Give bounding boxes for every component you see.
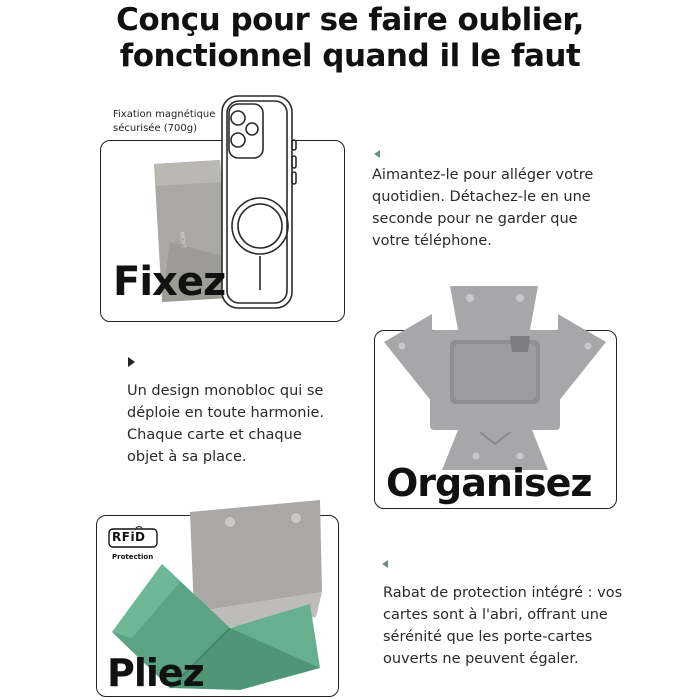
headline-line-2: fonctionnel quand il le faut (119, 38, 581, 74)
magnet-caption-line-2: sécurisée (700g) (113, 123, 198, 134)
rfid-protection-label: Protection (112, 553, 154, 561)
arrow-left-icon (374, 150, 380, 158)
organisez-text: Un design monobloc qui se déploie en toute harmonie. Chaque carte et chaque objet à sa place. (127, 383, 324, 465)
unfolded-wallet-illustration (380, 282, 610, 472)
magnet-caption-line-1: Fixation magnétique (113, 109, 216, 120)
fixez-title: Fixez (113, 259, 226, 305)
headline-line-1: Conçu pour se faire oublier, (116, 2, 584, 38)
rfid-label: RFiD (112, 530, 146, 544)
organisez-title: Organisez (386, 461, 592, 505)
arrow-right-icon (128, 357, 135, 367)
wallet-brand-label: MOFT (178, 231, 187, 250)
rfid-badge (108, 526, 160, 572)
pliez-title: Pliez (107, 651, 204, 695)
phone-icon (222, 96, 296, 308)
fixez-text: Aimantez-le pour alléger votre quotidien. Détachez-le en une seconde pour ne garder que votre téléphone. (372, 167, 594, 249)
pliez-text: Rabat de protection intégré : vos cartes sont à l'abri, offrant une sérénité que les porte-cartes ouverts ne peuvent égaler. (383, 585, 623, 667)
arrow-left-icon (382, 560, 388, 568)
